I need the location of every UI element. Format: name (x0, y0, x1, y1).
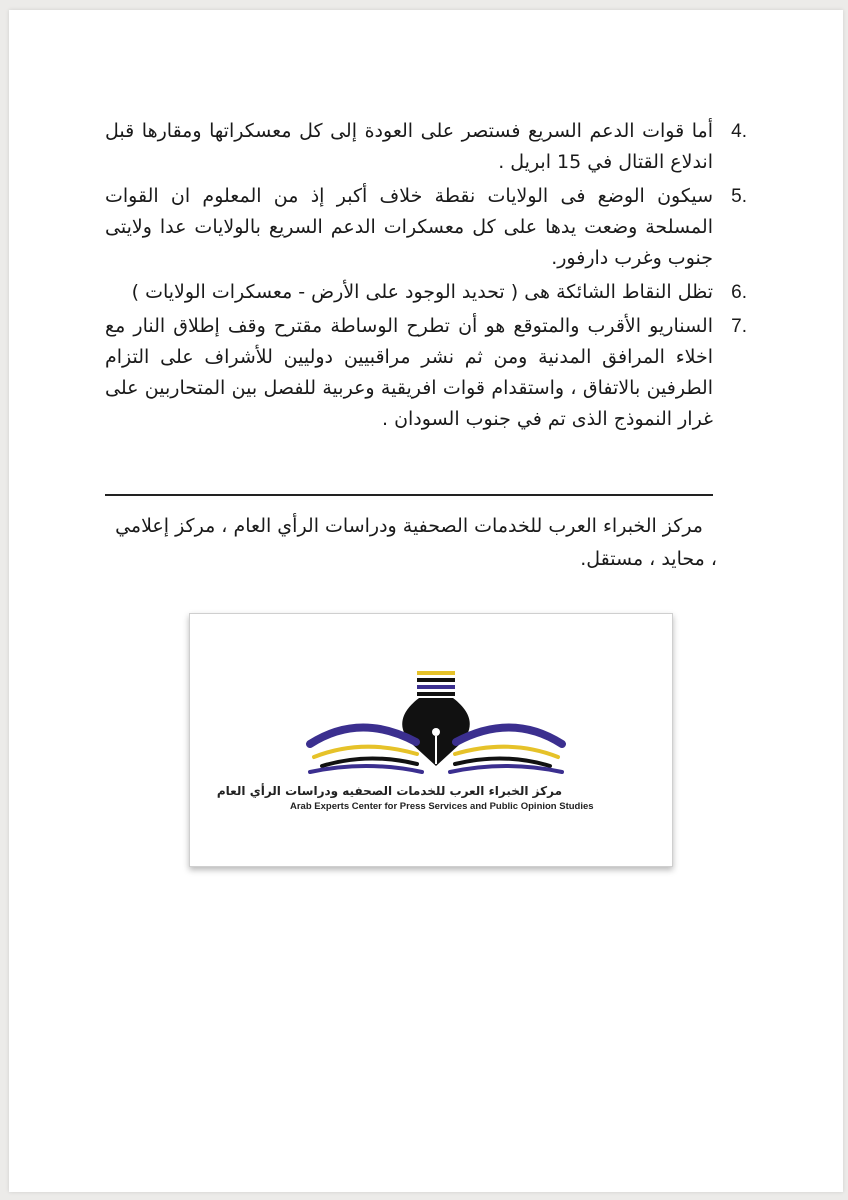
list-item-text: السناريو الأقرب والمتوقع هو أن تطرح الوساطة مقترح وقف إطلاق النار مع اخلاء المرافق المدنية ومن ثم نشر مراقبيين دوليين للأشراف على التزام الطرفين بالاتفاق ، واستقدام قوات افريقية وعربية للفصل بين المتحاربين على غرار النموذج الذى تم في جنوب السودان . (105, 315, 713, 430)
logo-nib-bar (417, 678, 455, 682)
list-item-text: سيكون الوضع فى الولايات نقطة خلاف أكبر إذ من المعلوم ان القوات المسلحة وضعت يدها على كل معسكرات الدعم السريع بالولايات عدا ولايتى جنوب وغرب دارفور. (105, 185, 713, 269)
logo-left-page-gold (314, 747, 417, 757)
list-item (105, 116, 747, 178)
logo-left-page-purple-lower (310, 766, 422, 772)
logo-nib-hole (432, 728, 440, 736)
list-item (105, 181, 747, 274)
list-item-number: 6. (731, 282, 747, 303)
logo-english-name: Arab Experts Center for Press Services and Public Opinion Studies (290, 801, 594, 812)
logo-right-page-purple-lower (450, 766, 562, 772)
list-item-number: 4. (731, 121, 747, 142)
section-divider (105, 494, 713, 496)
logo-nib-bar (417, 685, 455, 689)
logo-nib-bar (417, 671, 455, 675)
organization-description: مركز الخبراء العرب للخدمات الصحفية ودراسات الرأي العام ، مركز إعلامي ، محايد ، مستقل. (115, 515, 717, 570)
list-item-text: تظل النقاط الشائكة هى ( تحديد الوجود على الأرض - معسكرات الولايات ) (131, 281, 713, 303)
numbered-list (105, 116, 747, 438)
list-item (105, 311, 747, 435)
list-item-text: أما قوات الدعم السريع فستصر على العودة إلى كل معسكراتها ومقارها قبل اندلاع القتال في 15 ابريل . (105, 120, 713, 173)
logo-right-page-gold (455, 747, 558, 757)
logo-right-page-purple (456, 727, 562, 744)
logo-arabic-name: مركز الخبراء العرب للخدمات الصحفيه ودراسات الرأي العام (216, 784, 562, 798)
list-item-number: 5. (731, 186, 747, 207)
pen-book-logo-icon (190, 614, 672, 866)
document-page (9, 10, 843, 1192)
list-item-number: 7. (731, 316, 747, 337)
logo-image (189, 613, 673, 867)
list-item (105, 277, 747, 308)
logo-nib-bar (417, 692, 455, 696)
logo-left-page-purple (310, 727, 416, 744)
